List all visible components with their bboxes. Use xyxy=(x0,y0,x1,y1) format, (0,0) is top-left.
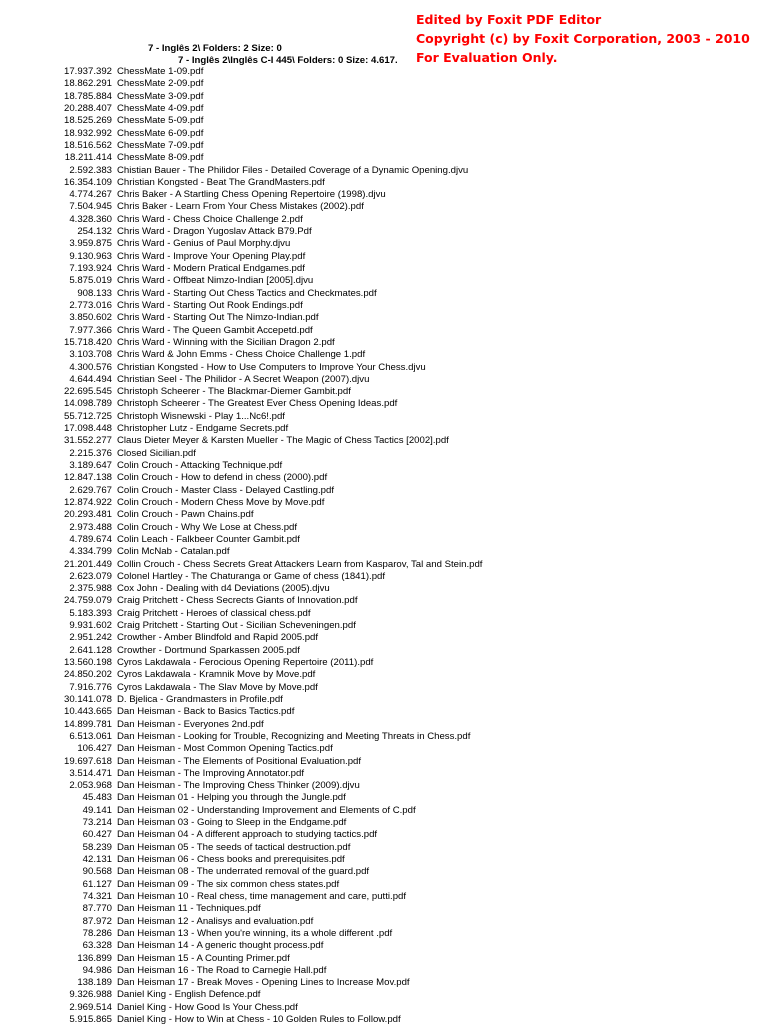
file-size: 42.131 xyxy=(82,854,112,865)
file-row xyxy=(0,953,768,965)
file-name: Cyros Lakdawala - Kramnik Move by Move.pdf xyxy=(117,669,316,681)
file-name: Chris Baker - A Startling Chess Opening Repertoire (1998).djvu xyxy=(117,189,386,201)
file-name: Craig Pritchett - Heroes of classical chess.pdf xyxy=(117,607,311,619)
file-row xyxy=(0,1014,768,1026)
file-size: 21.201.449 xyxy=(63,558,112,570)
file-size: 7.916.776 xyxy=(69,681,112,693)
file-row xyxy=(0,866,768,878)
file-size: 4.774.267 xyxy=(69,189,112,201)
file-name: Dan Heisman - Most Common Opening Tactics.pdf xyxy=(117,743,333,755)
file-name: Dan Heisman - The Elements of Positional Evaluation.pdf xyxy=(117,755,362,767)
file-row xyxy=(0,534,768,546)
file-size: 4.644.494 xyxy=(69,373,112,385)
evaluation-watermark xyxy=(416,10,750,67)
file-name: Chris Ward - Starting Out Rook Endings.pdf xyxy=(117,299,303,311)
file-name: Colin Crouch - Attacking Technique.pdf xyxy=(117,460,283,471)
file-name: Dan Heisman - Back to Basics Tactics.pdf xyxy=(117,706,295,718)
file-row xyxy=(0,423,768,435)
file-size: 2.629.767 xyxy=(69,484,112,496)
file-size: 18.525.269 xyxy=(63,115,112,127)
file-row xyxy=(0,620,768,632)
file-size: 14.098.789 xyxy=(63,398,112,410)
file-size: 18.862.291 xyxy=(63,78,112,90)
file-size: 73.214 xyxy=(82,817,112,829)
file-name: Chris Ward - Starting Out The Nimzo-Indian.pdf xyxy=(117,312,319,324)
file-row xyxy=(0,226,768,238)
file-row xyxy=(0,780,768,792)
file-name: Closed Sicilian.pdf xyxy=(117,447,196,459)
file-size: 3.103.708 xyxy=(69,349,112,361)
file-size: 20.288.407 xyxy=(63,102,112,114)
file-size: 136.899 xyxy=(77,952,112,964)
file-name: Christoph Wisnewski - Play 1...Nc6!.pdf xyxy=(117,410,285,422)
file-row xyxy=(0,300,768,312)
file-name: Chris Ward & John Emms - Chess Choice Challenge 1.pdf xyxy=(117,349,366,361)
file-size: 9.130.963 xyxy=(69,250,112,262)
file-name: Dan Heisman - The Improving Annotator.pdf xyxy=(117,767,305,779)
file-row xyxy=(0,608,768,620)
file-name: Colonel Hartley - The Chaturanga or Game of chess (1841).pdf xyxy=(117,570,386,582)
folder-header xyxy=(148,43,398,66)
file-name: Dan Heisman 06 - Chess books and prerequisites.pdf xyxy=(117,854,345,865)
file-row xyxy=(0,1002,768,1014)
file-name: Dan Heisman 13 - When you're winning, its a whole different .pdf xyxy=(117,927,393,939)
file-row xyxy=(0,485,768,497)
file-row xyxy=(0,165,768,177)
file-row xyxy=(0,103,768,115)
file-row xyxy=(0,645,768,657)
file-name: Dan Heisman 15 - A Counting Primer.pdf xyxy=(117,952,290,964)
file-name: Colin Crouch - Master Class - Delayed Castling.pdf xyxy=(117,484,335,496)
file-name: Chris Ward - Winning with the Sicilian Dragon 2.pdf xyxy=(117,336,335,348)
file-name: ChessMate 8-09.pdf xyxy=(117,152,204,164)
file-row xyxy=(0,928,768,940)
file-row xyxy=(0,251,768,263)
folder-header-line-1: 7 - Inglês 2\ Folders: 2 Size: 0 xyxy=(148,43,282,54)
file-row xyxy=(0,546,768,558)
file-row xyxy=(0,522,768,534)
file-name: Dan Heisman 09 - The six common chess states.pdf xyxy=(117,878,340,890)
file-size: 12.874.922 xyxy=(63,496,112,508)
file-row xyxy=(0,940,768,952)
file-row xyxy=(0,977,768,989)
file-name: Dan Heisman 04 - A different approach to studying tactics.pdf xyxy=(117,829,378,841)
file-size: 58.239 xyxy=(82,841,112,853)
file-row xyxy=(0,140,768,152)
file-list xyxy=(0,66,768,1026)
file-row xyxy=(0,854,768,866)
file-size: 55.712.725 xyxy=(63,410,112,422)
file-size: 74.321 xyxy=(82,890,112,902)
watermark-line-3: For Evaluation Only. xyxy=(416,50,558,65)
file-name: Colin Crouch - Pawn Chains.pdf xyxy=(117,509,254,521)
file-size: 90.568 xyxy=(82,866,112,878)
file-size: 30.141.078 xyxy=(63,693,112,705)
file-name: Christian Kongsted - Beat The GrandMasters.pdf xyxy=(117,176,325,188)
file-size: 10.443.665 xyxy=(63,706,112,718)
file-name: Dan Heisman 05 - The seeds of tactical destruction.pdf xyxy=(117,841,351,853)
file-name: Christian Kongsted - How to Use Computers to Improve Your Chess.djvu xyxy=(117,361,426,373)
file-name: Chris Ward - The Queen Gambit Accepetd.pdf xyxy=(117,324,313,336)
file-row xyxy=(0,411,768,423)
file-size: 2.053.968 xyxy=(69,780,112,792)
file-row xyxy=(0,657,768,669)
file-name: Colin Crouch - Why We Lose at Chess.pdf xyxy=(117,521,298,533)
file-name: Dan Heisman 08 - The underrated removal of the guard.pdf xyxy=(117,866,370,878)
file-size: 9.931.602 xyxy=(69,620,112,632)
file-size: 2.215.376 xyxy=(69,447,112,459)
file-size: 17.937.392 xyxy=(63,66,112,77)
file-size: 24.759.079 xyxy=(63,595,112,607)
file-row xyxy=(0,263,768,275)
file-row xyxy=(0,78,768,90)
file-row xyxy=(0,115,768,127)
file-size: 9.326.988 xyxy=(69,989,112,1001)
file-size: 20.293.481 xyxy=(63,509,112,521)
file-size: 4.334.799 xyxy=(69,546,112,558)
file-row xyxy=(0,152,768,164)
file-name: Chris Ward - Starting Out Chess Tactics and Checkmates.pdf xyxy=(117,287,377,299)
file-name: Chris Baker - Learn From Your Chess Mistakes (2002).pdf xyxy=(117,201,364,213)
file-row xyxy=(0,706,768,718)
file-row xyxy=(0,128,768,140)
file-name: Daniel King - How to Win at Chess - 10 Golden Rules to Follow.pdf xyxy=(117,1014,401,1026)
file-name: Daniel King - English Defence.pdf xyxy=(117,989,261,1001)
file-row xyxy=(0,177,768,189)
file-size: 7.504.945 xyxy=(69,201,112,213)
file-name: Christoph Scheerer - The Blackmar-Diemer Gambit.pdf xyxy=(117,386,351,398)
file-row xyxy=(0,632,768,644)
file-size: 17.098.448 xyxy=(63,423,112,435)
file-size: 15.718.420 xyxy=(63,336,112,348)
file-size: 3.189.647 xyxy=(69,460,112,471)
file-size: 2.773.016 xyxy=(69,299,112,311)
file-row xyxy=(0,66,768,78)
file-name: ChessMate 6-09.pdf xyxy=(117,127,204,139)
file-row xyxy=(0,805,768,817)
file-row xyxy=(0,325,768,337)
file-row xyxy=(0,435,768,447)
file-name: Chris Ward - Modern Pratical Endgames.pdf xyxy=(117,263,305,274)
file-name: Dan Heisman - Everyones 2nd.pdf xyxy=(117,718,264,730)
file-row xyxy=(0,214,768,226)
file-name: ChessMate 3-09.pdf xyxy=(117,90,204,102)
watermark-line-1: Edited by Foxit PDF Editor xyxy=(416,12,602,27)
folder-header-line-2: 7 - Inglês 2\Inglês C-I 445\ Folders: 0 Size: 4.617. xyxy=(178,54,398,66)
file-row xyxy=(0,743,768,755)
file-size: 24.850.202 xyxy=(63,669,112,681)
file-row xyxy=(0,583,768,595)
file-row xyxy=(0,91,768,103)
file-name: Christian Seel - The Philidor - A Secret Weapon (2007).djvu xyxy=(117,373,370,385)
file-row xyxy=(0,337,768,349)
file-row xyxy=(0,829,768,841)
file-row xyxy=(0,374,768,386)
file-name: Collin Crouch - Chess Secrets Great Attackers Learn from Kasparov, Tal and Stein.pdf xyxy=(117,558,483,570)
file-size: 4.300.576 xyxy=(69,361,112,373)
file-size: 18.516.562 xyxy=(63,139,112,151)
file-name: D. Bjelica - Grandmasters in Profile.pdf xyxy=(117,693,283,705)
file-size: 2.592.383 xyxy=(69,164,112,176)
file-row xyxy=(0,792,768,804)
file-name: Dan Heisman 03 - Going to Sleep in the Endgame.pdf xyxy=(117,817,347,829)
file-size: 63.328 xyxy=(82,940,112,952)
file-size: 908.133 xyxy=(77,287,112,299)
file-row xyxy=(0,201,768,213)
file-row xyxy=(0,965,768,977)
file-size: 87.770 xyxy=(82,903,112,915)
file-name: ChessMate 7-09.pdf xyxy=(117,139,204,151)
file-row xyxy=(0,682,768,694)
file-row xyxy=(0,595,768,607)
file-size: 49.141 xyxy=(82,804,112,816)
file-size: 12.847.138 xyxy=(63,472,112,484)
file-row xyxy=(0,891,768,903)
file-row xyxy=(0,288,768,300)
file-row xyxy=(0,349,768,361)
file-row xyxy=(0,497,768,509)
file-name: Colin Leach - Falkbeer Counter Gambit.pdf xyxy=(117,533,300,545)
file-name: Craig Pritchett - Starting Out - Sicilian Scheveningen.pdf xyxy=(117,620,356,632)
file-size: 7.977.366 xyxy=(69,324,112,336)
file-size: 5.875.019 xyxy=(69,275,112,287)
file-size: 16.354.109 xyxy=(63,176,112,188)
file-name: Chris Ward - Chess Choice Challenge 2.pdf xyxy=(117,213,303,225)
file-row xyxy=(0,768,768,780)
file-name: Chris Ward - Genius of Paul Morphy.djvu xyxy=(117,238,291,250)
file-size: 2.969.514 xyxy=(69,1001,112,1013)
file-name: Colin McNab - Catalan.pdf xyxy=(117,546,230,558)
file-size: 60.427 xyxy=(82,829,112,841)
file-name: ChessMate 2-09.pdf xyxy=(117,78,204,90)
file-size: 94.986 xyxy=(82,964,112,976)
file-name: Christoph Scheerer - The Greatest Ever Chess Opening Ideas.pdf xyxy=(117,398,398,410)
file-name: Dan Heisman 12 - Analisys and evaluation.pdf xyxy=(117,915,314,927)
file-row xyxy=(0,719,768,731)
file-row xyxy=(0,189,768,201)
file-size: 18.211.414 xyxy=(64,152,112,164)
file-size: 106.427 xyxy=(77,743,112,755)
file-name: Chris Ward - Offbeat Nimzo-Indian [2005].djvu xyxy=(117,275,314,287)
file-size: 4.328.360 xyxy=(69,213,112,225)
file-name: Dan Heisman 11 - Techniques.pdf xyxy=(117,903,261,915)
file-size: 22.695.545 xyxy=(63,386,112,398)
file-name: ChessMate 1-09.pdf xyxy=(117,66,204,77)
file-size: 45.483 xyxy=(82,792,112,804)
file-size: 78.286 xyxy=(82,927,112,939)
file-row xyxy=(0,509,768,521)
file-size: 19.697.618 xyxy=(63,755,112,767)
file-size: 3.514.471 xyxy=(69,767,112,779)
file-row xyxy=(0,559,768,571)
file-name: ChessMate 5-09.pdf xyxy=(117,115,204,127)
file-row xyxy=(0,571,768,583)
watermark-line-2: Copyright (c) by Foxit Corporation, 2003 - 2010 xyxy=(416,31,750,46)
file-name: Dan Heisman 16 - The Road to Carnegie Hall.pdf xyxy=(117,964,327,976)
file-name: Daniel King - How Good Is Your Chess.pdf xyxy=(117,1001,298,1013)
file-size: 254.132 xyxy=(77,226,112,238)
file-name: Dan Heisman 14 - A generic thought process.pdf xyxy=(117,940,324,952)
file-row xyxy=(0,756,768,768)
file-row xyxy=(0,362,768,374)
file-row xyxy=(0,731,768,743)
file-row xyxy=(0,460,768,472)
file-row xyxy=(0,238,768,250)
file-size: 2.375.988 xyxy=(69,583,112,595)
file-name: Dan Heisman - The Improving Chess Thinker (2009).djvu xyxy=(117,780,360,792)
file-row xyxy=(0,312,768,324)
file-row xyxy=(0,879,768,891)
file-size: 7.193.924 xyxy=(69,263,112,274)
file-size: 31.552.277 xyxy=(63,435,112,447)
file-name: Dan Heisman 17 - Break Moves - Opening Lines to Increase Mov.pdf xyxy=(117,977,410,989)
file-name: Colin Crouch - Modern Chess Move by Move.pdf xyxy=(117,496,325,508)
file-name: Cyros Lakdawala - The Slav Move by Move.pdf xyxy=(117,681,318,693)
file-row xyxy=(0,989,768,1001)
file-size: 13.560.198 xyxy=(63,657,112,668)
file-row xyxy=(0,694,768,706)
file-size: 2.623.079 xyxy=(69,570,112,582)
file-row xyxy=(0,472,768,484)
file-row xyxy=(0,842,768,854)
file-size: 4.789.674 xyxy=(69,533,112,545)
file-name: Chris Ward - Dragon Yugoslav Attack B79.Pdf xyxy=(117,226,312,238)
file-size: 18.932.992 xyxy=(63,127,112,139)
file-name: Craig Pritchett - Chess Secrects Giants of Innovation.pdf xyxy=(117,595,358,607)
file-row xyxy=(0,386,768,398)
file-row xyxy=(0,275,768,287)
file-row xyxy=(0,817,768,829)
file-size: 3.959.875 xyxy=(69,238,112,250)
file-name: Crowther - Dortmund Sparkassen 2005.pdf xyxy=(117,644,300,656)
file-size: 18.785.884 xyxy=(63,90,112,102)
file-name: Christopher Lutz - Endgame Secrets.pdf xyxy=(117,423,289,435)
file-size: 5.915.865 xyxy=(69,1014,112,1026)
file-row xyxy=(0,448,768,460)
file-size: 138.189 xyxy=(77,977,112,989)
file-name: Chris Ward - Improve Your Opening Play.pdf xyxy=(117,250,306,262)
file-size: 87.972 xyxy=(82,915,112,927)
file-name: Claus Dieter Meyer & Karsten Mueller - The Magic of Chess Tactics [2002].pdf xyxy=(117,435,449,447)
file-name: Cox John - Dealing with d4 Deviations (2005).djvu xyxy=(117,583,330,595)
file-name: Dan Heisman 10 - Real chess, time management and care, putti.pdf xyxy=(117,890,407,902)
file-size: 2.641.128 xyxy=(69,644,112,656)
file-name: Crowther - Amber Blindfold and Rapid 2005.pdf xyxy=(117,632,319,644)
file-name: Dan Heisman 02 - Understanding Improvement and Elements of C.pdf xyxy=(117,804,416,816)
file-name: Dan Heisman - Looking for Trouble, Recognizing and Meeting Threats in Chess.pdf xyxy=(117,730,471,742)
file-row xyxy=(0,916,768,928)
file-size: 2.973.488 xyxy=(69,521,112,533)
file-name: ChessMate 4-09.pdf xyxy=(117,102,204,114)
file-size: 3.850.602 xyxy=(69,312,112,324)
file-row xyxy=(0,903,768,915)
file-name: Dan Heisman 01 - Helping you through the Jungle.pdf xyxy=(117,792,346,804)
file-row xyxy=(0,669,768,681)
file-size: 14.899.781 xyxy=(63,718,112,730)
file-name: Colin Crouch - How to defend in chess (2000).pdf xyxy=(117,472,328,484)
file-size: 2.951.242 xyxy=(69,632,112,644)
file-name: Chistian Bauer - The Philidor Files - Detailed Coverage of a Dynamic Opening.djvu xyxy=(117,164,469,176)
file-size: 61.127 xyxy=(82,878,112,890)
file-size: 5.183.393 xyxy=(69,607,112,619)
file-row xyxy=(0,398,768,410)
file-size: 6.513.061 xyxy=(69,730,112,742)
file-name: Cyros Lakdawala - Ferocious Opening Repertoire (2011).pdf xyxy=(117,657,374,668)
